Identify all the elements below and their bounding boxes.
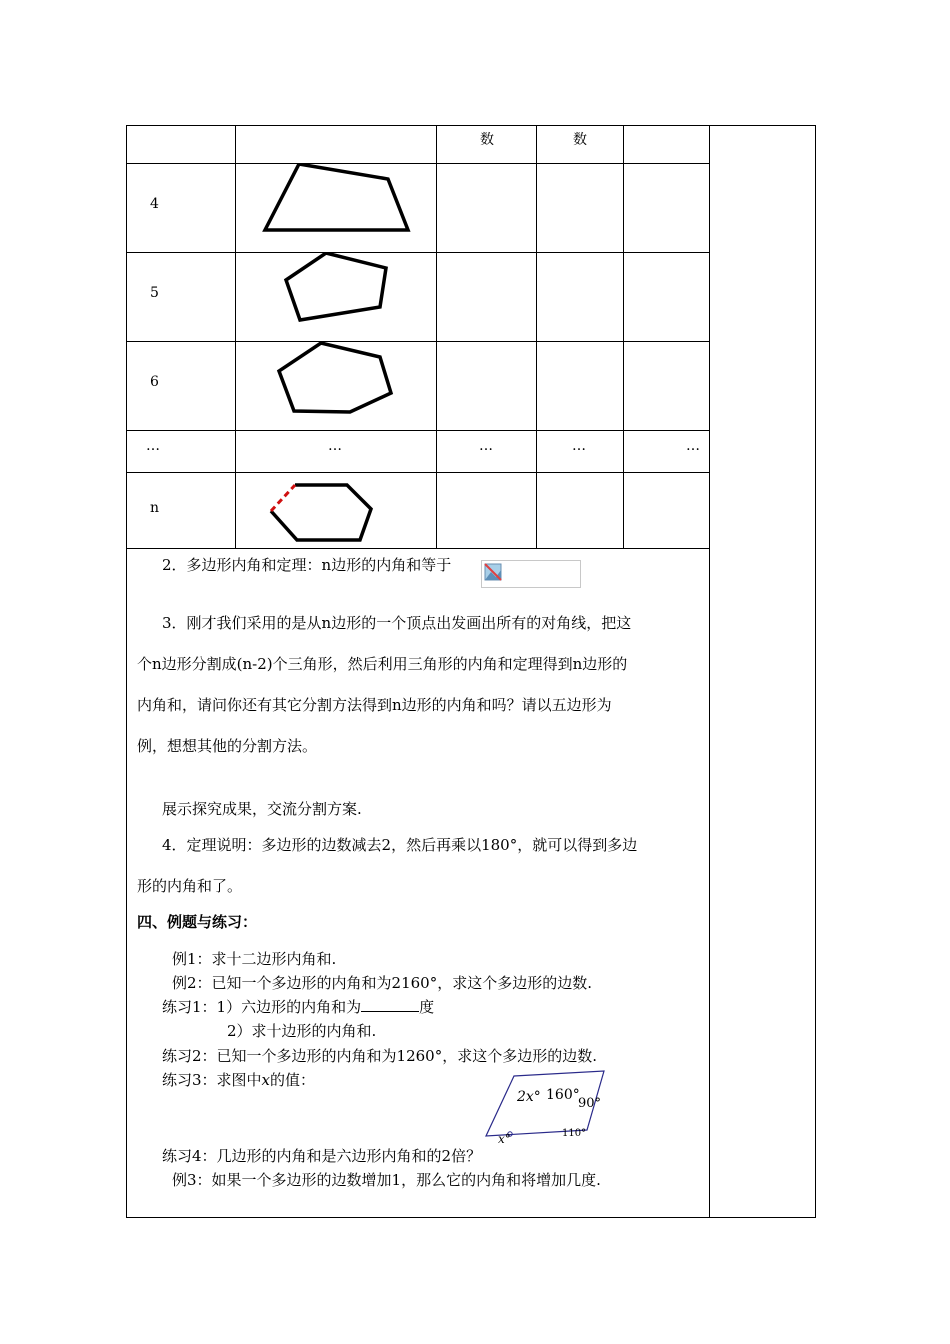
show-results-text: 展示探究成果，交流分割方案. (162, 800, 362, 818)
frame-bottom (126, 1217, 816, 1218)
paragraph-3-line-1: 3．刚才我们采用的是从n边形的一个顶点出发画出所有的对角线，把这 (162, 614, 632, 632)
paragraph-3-line-4: 例，想想其他的分割方法。 (137, 737, 318, 755)
grid-v3 (536, 125, 537, 548)
frame-left (126, 125, 127, 1218)
paragraph-3-line-3: 内角和，请问你还有其它分割方法得到n边形的内角和吗？请以五边形为 (137, 696, 612, 714)
paragraph-3-line-2: 个n边形分割成(n-2)个三角形，然后利用三角形的内角和定理得到n边形的 (137, 655, 628, 673)
theorem-paragraph-2: 2．多边形内角和定理：n边形的内角和等于 (162, 556, 452, 574)
practice-3-variable: x (261, 1071, 271, 1089)
angle-2x-label: 2x° (517, 1089, 541, 1105)
row-ellipsis-3: … (479, 438, 493, 454)
example-1: 例1：求十二边形内角和. (172, 950, 337, 968)
n-gon-figure (236, 473, 436, 548)
practice-1a-prefix: 练习1：1）六边形的内角和为 (162, 998, 362, 1016)
row-ellipsis-1: … (146, 438, 160, 454)
grid-h4 (126, 430, 710, 431)
row-label-6: 6 (150, 374, 159, 390)
grid-v2 (436, 125, 437, 548)
angle-110-label: 110° (562, 1128, 587, 1139)
row-label-5: 5 (150, 285, 159, 301)
paragraph-4-line-2: 形的内角和了。 (137, 877, 243, 895)
formula-image-placeholder (481, 560, 581, 588)
angle-x-label: x° (498, 1132, 511, 1146)
quadrilateral-figure (236, 164, 436, 252)
header-cell-4: 数 (573, 132, 587, 148)
row-ellipsis-2: … (328, 438, 342, 454)
answer-blank[interactable] (361, 997, 419, 1012)
grid-v4 (623, 125, 624, 548)
pentagon-figure (236, 253, 436, 341)
frame-top (126, 125, 816, 126)
grid-h6 (126, 548, 710, 549)
practice-3-prefix: 练习3：求图中 (162, 1071, 262, 1089)
row-ellipsis-5: … (686, 438, 700, 454)
row-label-n: n (150, 500, 160, 516)
practice-3 (162, 1070, 315, 1090)
angle-quadrilateral-figure (480, 1064, 630, 1148)
practice-1a-suffix: 度 (419, 998, 435, 1016)
row-ellipsis-4: … (572, 438, 586, 454)
angle-160-label: 160° (546, 1087, 580, 1103)
paragraph-4-line-1: 4．定理说明：多边形的边数减去2，然后再乘以180°，就可以得到多边 (162, 836, 638, 854)
row-label-4: 4 (150, 196, 159, 212)
example-3: 例3：如果一个多边形的边数增加1，那么它的内角和将增加几度. (172, 1171, 601, 1189)
side-column-divider (709, 125, 710, 1218)
header-cell-3: 数 (480, 132, 494, 148)
frame-right (815, 125, 816, 1218)
example-2: 例2：已知一个多边形的内角和为2160°，求这个多边形的边数. (172, 974, 592, 992)
broken-image-icon (484, 563, 504, 583)
practice-3-suffix: 的值： (270, 1071, 316, 1089)
angle-90-label: 90° (578, 1096, 602, 1111)
hexagon-figure (236, 342, 436, 430)
practice-1a (162, 997, 434, 1017)
section-4-heading: 四、例题与练习： (137, 913, 258, 931)
practice-2: 练习2：已知一个多边形的内角和为1260°，求这个多边形的边数. (162, 1047, 597, 1065)
practice-4: 练习4：几边形的内角和是六边形内角和的2倍？ (162, 1147, 482, 1165)
practice-1b: 2）求十边形的内角和. (227, 1022, 377, 1040)
